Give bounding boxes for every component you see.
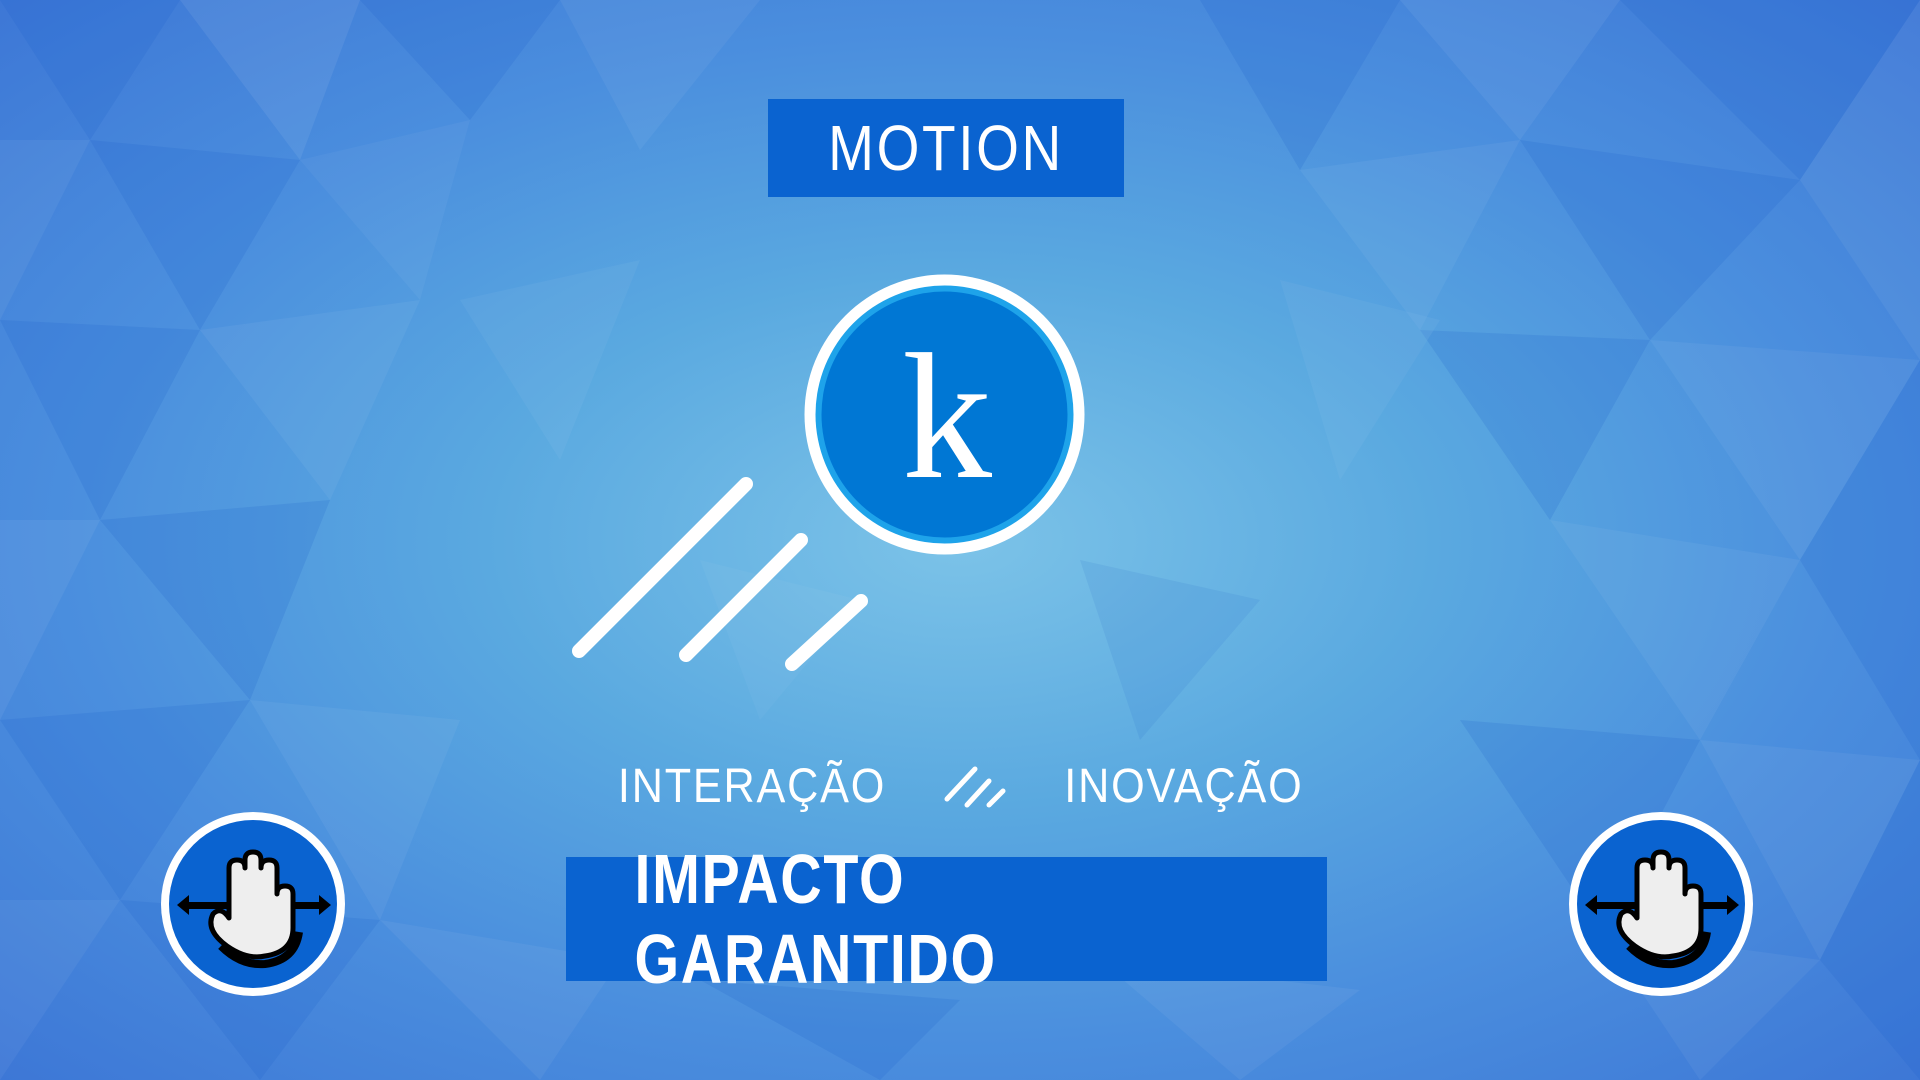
cta-banner[interactable] [566,840,1327,998]
page-title: MOTION [828,112,1064,184]
swipe-hand-icon [155,806,351,1002]
motion-lines-icon [560,468,880,678]
tagline [560,753,1360,819]
tagline-right: INOVAÇÃO [1064,759,1304,813]
swipe-left-button[interactable] [155,806,351,1002]
title-banner [768,99,1124,197]
swipe-right-button[interactable] [1563,806,1759,1002]
swipe-hand-icon [1563,806,1759,1002]
cta-label: IMPACTO GARANTIDO [634,840,997,998]
tagline-left: INTERAÇÃO [617,759,887,813]
logo-letter: k [902,317,992,516]
double-slash-icon [941,761,1011,811]
